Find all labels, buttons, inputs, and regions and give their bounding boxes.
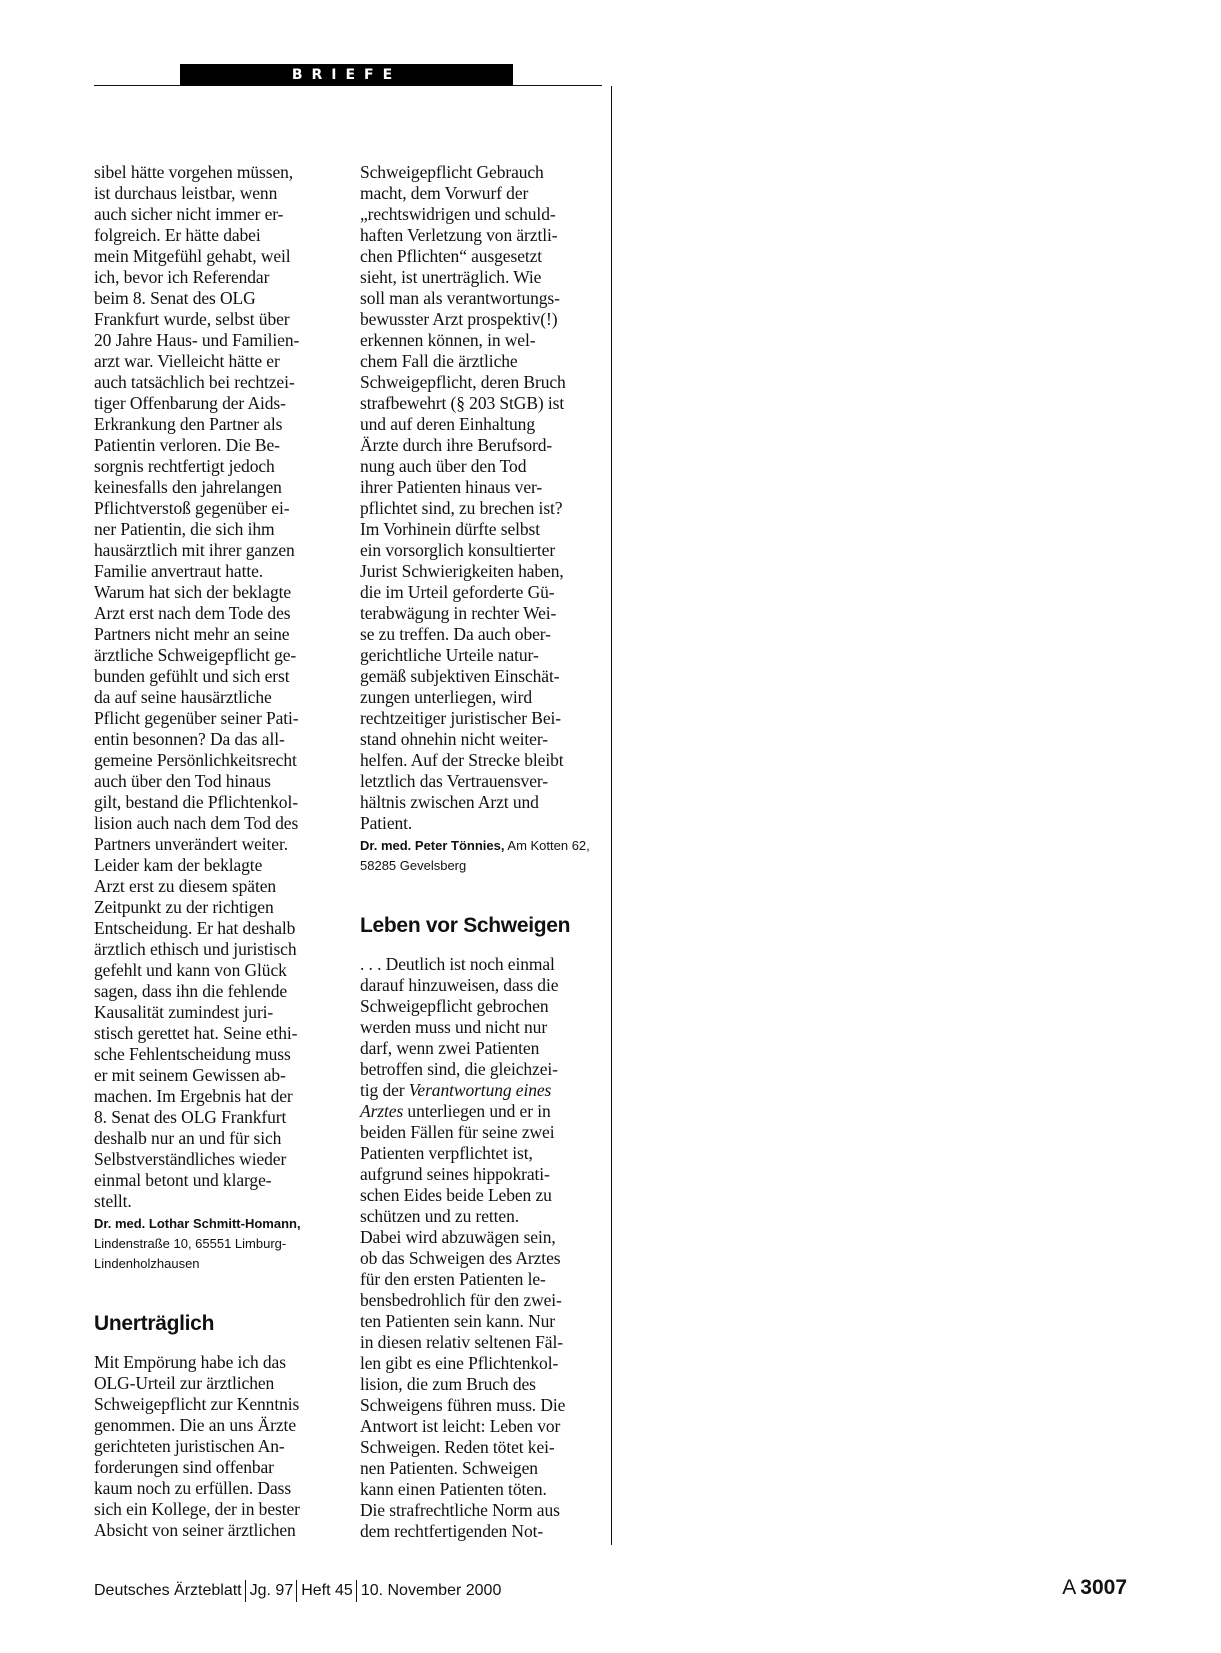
text-line: Warum hat sich der beklagte: [94, 582, 292, 602]
text-line: schützen und zu retten.: [360, 1206, 520, 1226]
signature-address: Am Kotten 62,: [504, 838, 590, 853]
text-line: gemeine Persönlichkeitsrecht: [94, 750, 297, 770]
text-line: stand ohnehin nicht weiter-: [360, 729, 548, 749]
text-line: hältnis zwischen Arzt und: [360, 792, 539, 812]
left-column: [94, 162, 330, 1541]
italic-phrase: Arztes: [360, 1101, 404, 1121]
text-line: genommen. Die an uns Ärzte: [94, 1415, 296, 1435]
text-line: Selbstverständliches wieder: [94, 1149, 287, 1169]
text-line: auch sicher nicht immer er-: [94, 204, 284, 224]
text-line: Ärzte durch ihre Berufsord-: [360, 435, 553, 455]
text-line: bunden gefühlt und sich erst: [94, 666, 290, 686]
text-line: gemäß subjektiven Einschät-: [360, 666, 560, 686]
text-line: dem rechtfertigenden Not-: [360, 1521, 544, 1541]
text-line: Schweigen. Reden tötet kei-: [360, 1437, 555, 1457]
journal-issue: Heft 45: [301, 1582, 353, 1599]
text-line: beim 8. Senat des OLG: [94, 288, 256, 308]
letter-body-continued: [360, 1122, 596, 1542]
text-line: sibel hätte vorgehen müssen,: [94, 162, 294, 182]
footer-separator: [245, 1580, 246, 1602]
text-line: gilt, bestand die Pflichtenkol-: [94, 792, 298, 812]
text-line: Schweigepflicht zur Kenntnis: [94, 1394, 300, 1414]
text-line: Antwort ist leicht: Leben vor: [360, 1416, 561, 1436]
text-line: für den ersten Patienten le-: [360, 1269, 546, 1289]
text-line: sorgnis rechtfertigt jedoch: [94, 456, 275, 476]
text-line: ein vorsorglich konsultierter: [360, 540, 556, 560]
journal-volume: Jg. 97: [249, 1582, 294, 1599]
text-line: in diesen relativ seltenen Fäl-: [360, 1332, 563, 1352]
letter-heading: Unerträglich: [94, 1312, 215, 1335]
text-line: folgreich. Er hätte dabei: [94, 225, 261, 245]
signature-address: 58285 Gevelsberg: [360, 858, 467, 873]
text-line: ärztlich ethisch und juristisch: [94, 939, 297, 959]
text-segment: tig der: [360, 1080, 409, 1100]
text-line: hausärztlich mit ihrer ganzen: [94, 540, 295, 560]
text-line: da auf seine hausärztliche: [94, 687, 272, 707]
text-line: lision, die zum Bruch des: [360, 1374, 536, 1394]
text-line: OLG-Urteil zur ärztlichen: [94, 1373, 275, 1393]
text-line: [360, 1080, 596, 1101]
text-line: betroffen sind, die gleichzei-: [360, 1059, 558, 1079]
text-line: Zeitpunkt zu der richtigen: [94, 897, 274, 917]
text-line: ihrer Patienten hinaus ver-: [360, 477, 543, 497]
text-line: letztlich das Vertrauensver-: [360, 771, 548, 791]
text-line: ten Patienten sein kann. Nur: [360, 1311, 555, 1331]
text-line: auch tatsächlich bei rechtzei-: [94, 372, 295, 392]
text-line: nung auch über den Tod: [360, 456, 527, 476]
text-line: macht, dem Vorwurf der: [360, 183, 529, 203]
text-line: se zu treffen. Da auch ober-: [360, 624, 551, 644]
text-line: darf, wenn zwei Patienten: [360, 1038, 540, 1058]
text-line: Frankfurt wurde, selbst über: [94, 309, 290, 329]
text-line: gefehlt und kann von Glück: [94, 960, 287, 980]
text-line: sche Fehlentscheidung muss: [94, 1044, 291, 1064]
text-line: auch über den Tod hinaus: [94, 771, 271, 791]
text-line: Patient.: [360, 813, 413, 833]
italic-phrase: Verantwortung eines: [408, 1080, 552, 1100]
page-prefix: A: [1062, 1576, 1077, 1599]
text-line: Dabei wird abzuwägen sein,: [360, 1227, 556, 1247]
text-line: deshalb nur an und für sich: [94, 1128, 282, 1148]
footer-separator: [296, 1580, 297, 1602]
text-line: entin besonnen? Da das all-: [94, 729, 285, 749]
text-line: machen. Im Ergebnis hat der: [94, 1086, 293, 1106]
text-line: chen Pflichten“ ausgesetzt: [360, 246, 543, 266]
text-line: helfen. Auf der Strecke bleibt: [360, 750, 564, 770]
signature-name: Dr. med. Peter Tönnies,: [360, 838, 505, 853]
text-line: Leider kam der beklagte: [94, 855, 263, 875]
text-line: gerichtliche Urteile natur-: [360, 645, 539, 665]
text-line: ist durchaus leistbar, wenn: [94, 183, 278, 203]
text-line: kann einen Patienten töten.: [360, 1479, 547, 1499]
letter-heading: Leben vor Schweigen: [360, 914, 571, 937]
text-line: Arzt erst zu diesem späten: [94, 876, 277, 896]
text-line: rechtzeitiger juristischer Bei-: [360, 708, 561, 728]
text-line: darauf hinzuweisen, dass die: [360, 975, 559, 995]
text-segment: unterliegen und er in: [403, 1101, 551, 1121]
text-line: Absicht von seiner ärztlichen: [94, 1520, 296, 1540]
text-line: soll man als verantwortungs-: [360, 288, 560, 308]
text-line: kaum noch zu erfüllen. Dass: [94, 1478, 292, 1498]
text-line: stellt.: [94, 1191, 132, 1211]
text-line: Jurist Schwierigkeiten haben,: [360, 561, 564, 581]
text-line: Patientin verloren. Die Be-: [94, 435, 280, 455]
signature-address: Lindenstraße 10, 65551 Limburg-: [94, 1236, 287, 1251]
journal-date: 10. November 2000: [360, 1582, 502, 1599]
text-line: tiger Offenbarung der Aids-: [94, 393, 286, 413]
text-line: Schweigepflicht, deren Bruch: [360, 372, 566, 392]
text-line: keinesfalls den jahrelangen: [94, 477, 282, 497]
text-line: Erkrankung den Partner als: [94, 414, 283, 434]
text-line: ich, bevor ich Referendar: [94, 267, 270, 287]
text-line: len gibt es eine Pflichtenkol-: [360, 1353, 559, 1373]
text-line: erkennen können, in wel-: [360, 330, 536, 350]
text-line: strafbewehrt (§ 203 StGB) ist: [360, 393, 565, 413]
text-line: Die strafrechtliche Norm aus: [360, 1500, 560, 1520]
text-line: nen Patienten. Schweigen: [360, 1458, 538, 1478]
letter-body: [94, 1352, 330, 1541]
signature: [94, 1214, 330, 1274]
signature-name: Dr. med. Lothar Schmitt-Homann,: [94, 1216, 301, 1231]
text-line: sich ein Kollege, der in bester: [94, 1499, 300, 1519]
footer-separator: [356, 1580, 357, 1602]
text-line: [360, 1101, 596, 1122]
text-line: haften Verletzung von ärztli-: [360, 225, 558, 245]
text-line: Patienten verpflichtet ist,: [360, 1143, 533, 1163]
text-line: Pflichtverstoß gegenüber ei-: [94, 498, 290, 518]
text-line: aufgrund seines hippokrati-: [360, 1164, 550, 1184]
text-line: er mit seinem Gewissen ab-: [94, 1065, 286, 1085]
text-line: Schweigepflicht Gebrauch: [360, 162, 544, 182]
text-line: Partners nicht mehr an seine: [94, 624, 290, 644]
text-line: einmal betont und klarge-: [94, 1170, 272, 1190]
right-column: [360, 162, 596, 1542]
column-rule: [611, 86, 612, 1545]
signature: [360, 836, 596, 876]
text-line: Entscheidung. Er hat deshalb: [94, 918, 296, 938]
text-line: beiden Fällen für seine zwei: [360, 1122, 555, 1142]
text-line: Partners unverändert weiter.: [94, 834, 288, 854]
text-line: ob das Schweigen des Arztes: [360, 1248, 561, 1268]
text-line: chem Fall die ärztliche: [360, 351, 518, 371]
page-number: [1062, 1574, 1127, 1602]
text-line: schen Eides beide Leben zu: [360, 1185, 552, 1205]
text-line: die im Urteil geforderte Gü-: [360, 582, 555, 602]
text-line: forderungen sind offenbar: [94, 1457, 274, 1477]
text-line: pflichtet sind, zu brechen ist?: [360, 498, 563, 518]
text-line: lision auch nach dem Tod des: [94, 813, 299, 833]
text-line: gerichteten juristischen An-: [94, 1436, 285, 1456]
letter-body: [94, 162, 330, 1212]
text-line: Schweigepflicht gebrochen: [360, 996, 549, 1016]
text-line: arzt war. Vielleicht hätte er: [94, 351, 280, 371]
text-line: mein Mitgefühl gehabt, weil: [94, 246, 291, 266]
page-number-value: 3007: [1080, 1576, 1127, 1599]
text-line: terabwägung in rechter Wei-: [360, 603, 557, 623]
text-line: und auf deren Einhaltung: [360, 414, 535, 434]
letter-body: [360, 954, 596, 1542]
text-line: bensbedrohlich für den zwei-: [360, 1290, 562, 1310]
text-line: 20 Jahre Haus- und Familien-: [94, 330, 300, 350]
text-line: bewusster Arzt prospektiv(!): [360, 309, 558, 329]
text-line: sieht, ist unerträglich. Wie: [360, 267, 542, 287]
text-line: stisch gerettet hat. Seine ethi-: [94, 1023, 298, 1043]
text-line: zungen unterliegen, wird: [360, 687, 533, 707]
text-line: Pflicht gegenüber seiner Pati-: [94, 708, 299, 728]
text-line: „rechtswidrigen und schuld-: [360, 204, 556, 224]
text-line: 8. Senat des OLG Frankfurt: [94, 1107, 287, 1127]
text-line: Arzt erst nach dem Tode des: [94, 603, 291, 623]
signature-address: Lindenholzhausen: [94, 1256, 200, 1271]
text-line: Familie anvertraut hatte.: [94, 561, 264, 581]
text-line: werden muss und nicht nur: [360, 1017, 548, 1037]
text-line: ner Patientin, die sich ihm: [94, 519, 275, 539]
text-line: . . . Deutlich ist noch einmal: [360, 954, 555, 974]
footer: [94, 1579, 501, 1603]
journal-name: Deutsches Ärzteblatt: [94, 1582, 242, 1599]
text-line: Mit Empörung habe ich das: [94, 1352, 286, 1372]
text-line: ärztliche Schweigepflicht ge-: [94, 645, 297, 665]
letter-body: [360, 162, 596, 834]
text-line: Schweigens führen muss. Die: [360, 1395, 566, 1415]
text-line: Kausalität zumindest juri-: [94, 1002, 274, 1022]
section-header: BRIEFE: [180, 64, 513, 86]
text-line: Im Vorhinein dürfte selbst: [360, 519, 540, 539]
text-line: sagen, dass ihn die fehlende: [94, 981, 288, 1001]
